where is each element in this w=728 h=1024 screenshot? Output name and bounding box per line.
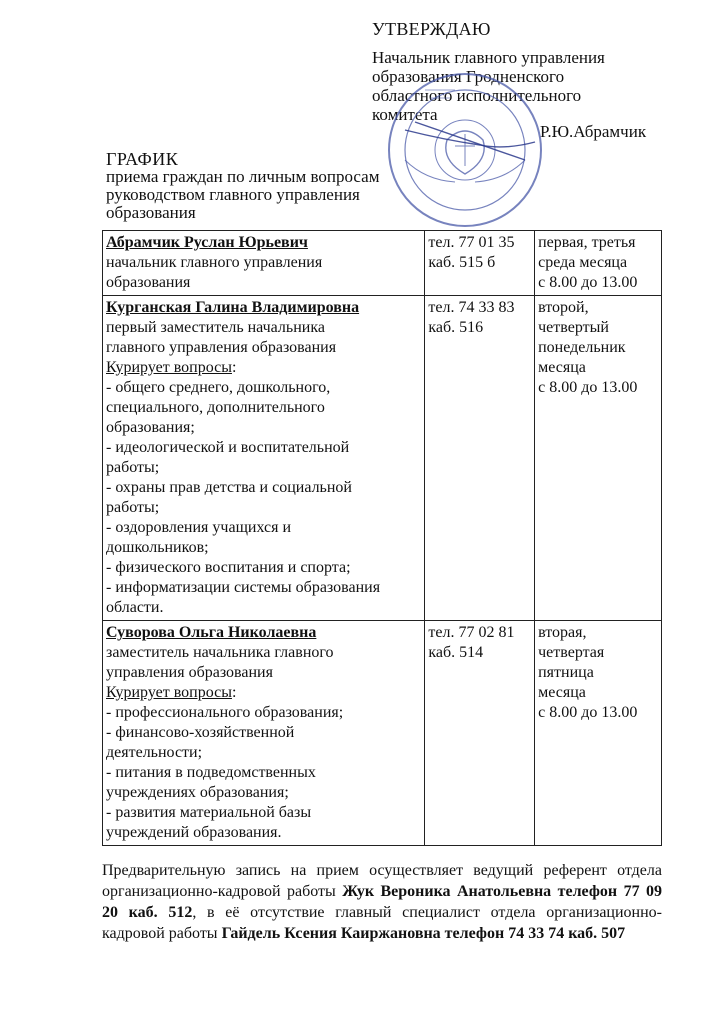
office-number: каб. 515 б [428, 254, 496, 271]
oversees-item: - развития материальной базы [106, 804, 312, 821]
official-name: Абрамчик Руслан Юрьевич [106, 234, 308, 251]
oversees-item: - общего среднего, дошкольного, [106, 379, 331, 396]
oversees-label: Курирует вопросы [106, 359, 232, 376]
office-number: каб. 514 [428, 644, 484, 661]
note-contact-secondary: Гайдель Ксения Каиржановна телефон 74 33 74 каб. 507 [221, 925, 626, 942]
oversees-item: дошкольников; [106, 539, 209, 556]
official-cell [103, 231, 425, 296]
contact-cell [425, 231, 535, 296]
official-position: первый заместитель начальника [106, 319, 325, 336]
reception-schedule-table [102, 230, 662, 846]
schedule-subtitle-line: приема граждан по личным вопросам [106, 167, 380, 186]
phone-number: тел. 77 02 81 [428, 624, 515, 641]
oversees-item: - профессионального образования; [106, 704, 344, 721]
oversees-item: - оздоровления учащихся и [106, 519, 292, 536]
reception-time: четвертая [538, 644, 605, 661]
note-text: Предварительную запись на прием осуществляет ведущий референт отдела организационно-кадровой работы [102, 862, 662, 900]
official-seal-icon [385, 70, 545, 230]
reception-time-cell [535, 296, 662, 621]
office-number: каб. 516 [428, 319, 484, 336]
approval-line: комитета [372, 105, 438, 124]
reception-time: первая, третья [538, 234, 636, 251]
oversees-item: области. [106, 599, 164, 616]
reception-time: месяца [538, 359, 586, 376]
schedule-title: ГРАФИК [106, 149, 179, 169]
oversees-label: Курирует вопросы [106, 684, 232, 701]
reception-time: среда месяца [538, 254, 628, 271]
oversees-item: работы; [106, 499, 160, 516]
signer-name: Р.Ю.Абрамчик [540, 122, 647, 141]
reception-time: понедельник [538, 339, 626, 356]
schedule-subtitle-line: руководством главного управления [106, 185, 360, 204]
official-position: главного управления образования [106, 339, 337, 356]
contact-cell [425, 296, 535, 621]
oversees-item: работы; [106, 459, 160, 476]
oversees-item: - охраны прав детства и социальной [106, 479, 352, 496]
oversees-item: учреждениях образования; [106, 784, 289, 801]
reception-time: четвертый [538, 319, 609, 336]
official-position: управления образования [106, 664, 273, 681]
official-cell: Курганская Галина Владимировна первый заместитель начальника главного управления образования Курирует вопросы: - общего среднего, дошкольного, специального, дополнительного образования; - идеологической и воспитательной работы; - охраны прав детства и социальной работы; - оздоровления учащихся и дошкольников; - физического воспитания и спорта; - информатизации системы образования области. [103, 296, 425, 621]
approval-line: областного исполнительного [372, 86, 582, 105]
official-name: Курганская Галина Владимировна [106, 299, 360, 316]
reception-time: пятница [538, 664, 594, 681]
oversees-item: - финансово-хозяйственной [106, 724, 295, 741]
appointment-note [102, 860, 662, 944]
schedule-subtitle-line: образования [106, 203, 196, 222]
note-text: , в её отсутствие главный специалист отдела организационно-кадровой работы [102, 904, 662, 942]
contact-cell [425, 621, 535, 846]
phone-number: тел. 74 33 83 [428, 299, 515, 316]
official-cell: Суворова Ольга Николаевна заместитель начальника главного управления образования Курирует вопросы: - профессионального образования; - финансово-хозяйственной деятельности; - питания в подведомственных учреждениях образования; - развития материальной базы учреждений образования. [103, 621, 425, 846]
reception-time: с 8.00 до 13.00 [538, 704, 638, 721]
approval-heading: УТВЕРЖДАЮ [372, 19, 491, 39]
official-position: начальник главного управления [106, 254, 323, 271]
reception-time: месяца [538, 684, 586, 701]
table-row [103, 621, 662, 846]
official-position: заместитель начальника главного [106, 644, 334, 661]
phone-number: тел. 77 01 35 [428, 234, 515, 251]
table-row [103, 231, 662, 296]
table-row [103, 296, 662, 621]
reception-time: с 8.00 до 13.00 [538, 274, 638, 291]
reception-time: второй, [538, 299, 589, 316]
reception-time-cell [535, 621, 662, 846]
oversees-item: деятельности; [106, 744, 203, 761]
reception-time: вторая, [538, 624, 587, 641]
oversees-item: специального, дополнительного [106, 399, 325, 416]
official-name: Суворова Ольга Николаевна [106, 624, 317, 641]
approval-line: Начальник главного управления [372, 48, 605, 67]
official-position: образования [106, 274, 191, 291]
note-contact-primary: Жук Вероника Анатольевна телефон 77 09 20 каб. 512 [102, 883, 663, 921]
oversees-item: - питания в подведомственных [106, 764, 316, 781]
approval-line: образования Гродненского [372, 67, 565, 86]
oversees-item: - физического воспитания и спорта; [106, 559, 351, 576]
oversees-item: учреждений образования. [106, 824, 282, 841]
schedule-title-block [106, 150, 406, 222]
reception-time: с 8.00 до 13.00 [538, 379, 638, 396]
oversees-item: образования; [106, 419, 195, 436]
reception-time-cell [535, 231, 662, 296]
oversees-item: - информатизации системы образования [106, 579, 381, 596]
oversees-item: - идеологической и воспитательной [106, 439, 350, 456]
